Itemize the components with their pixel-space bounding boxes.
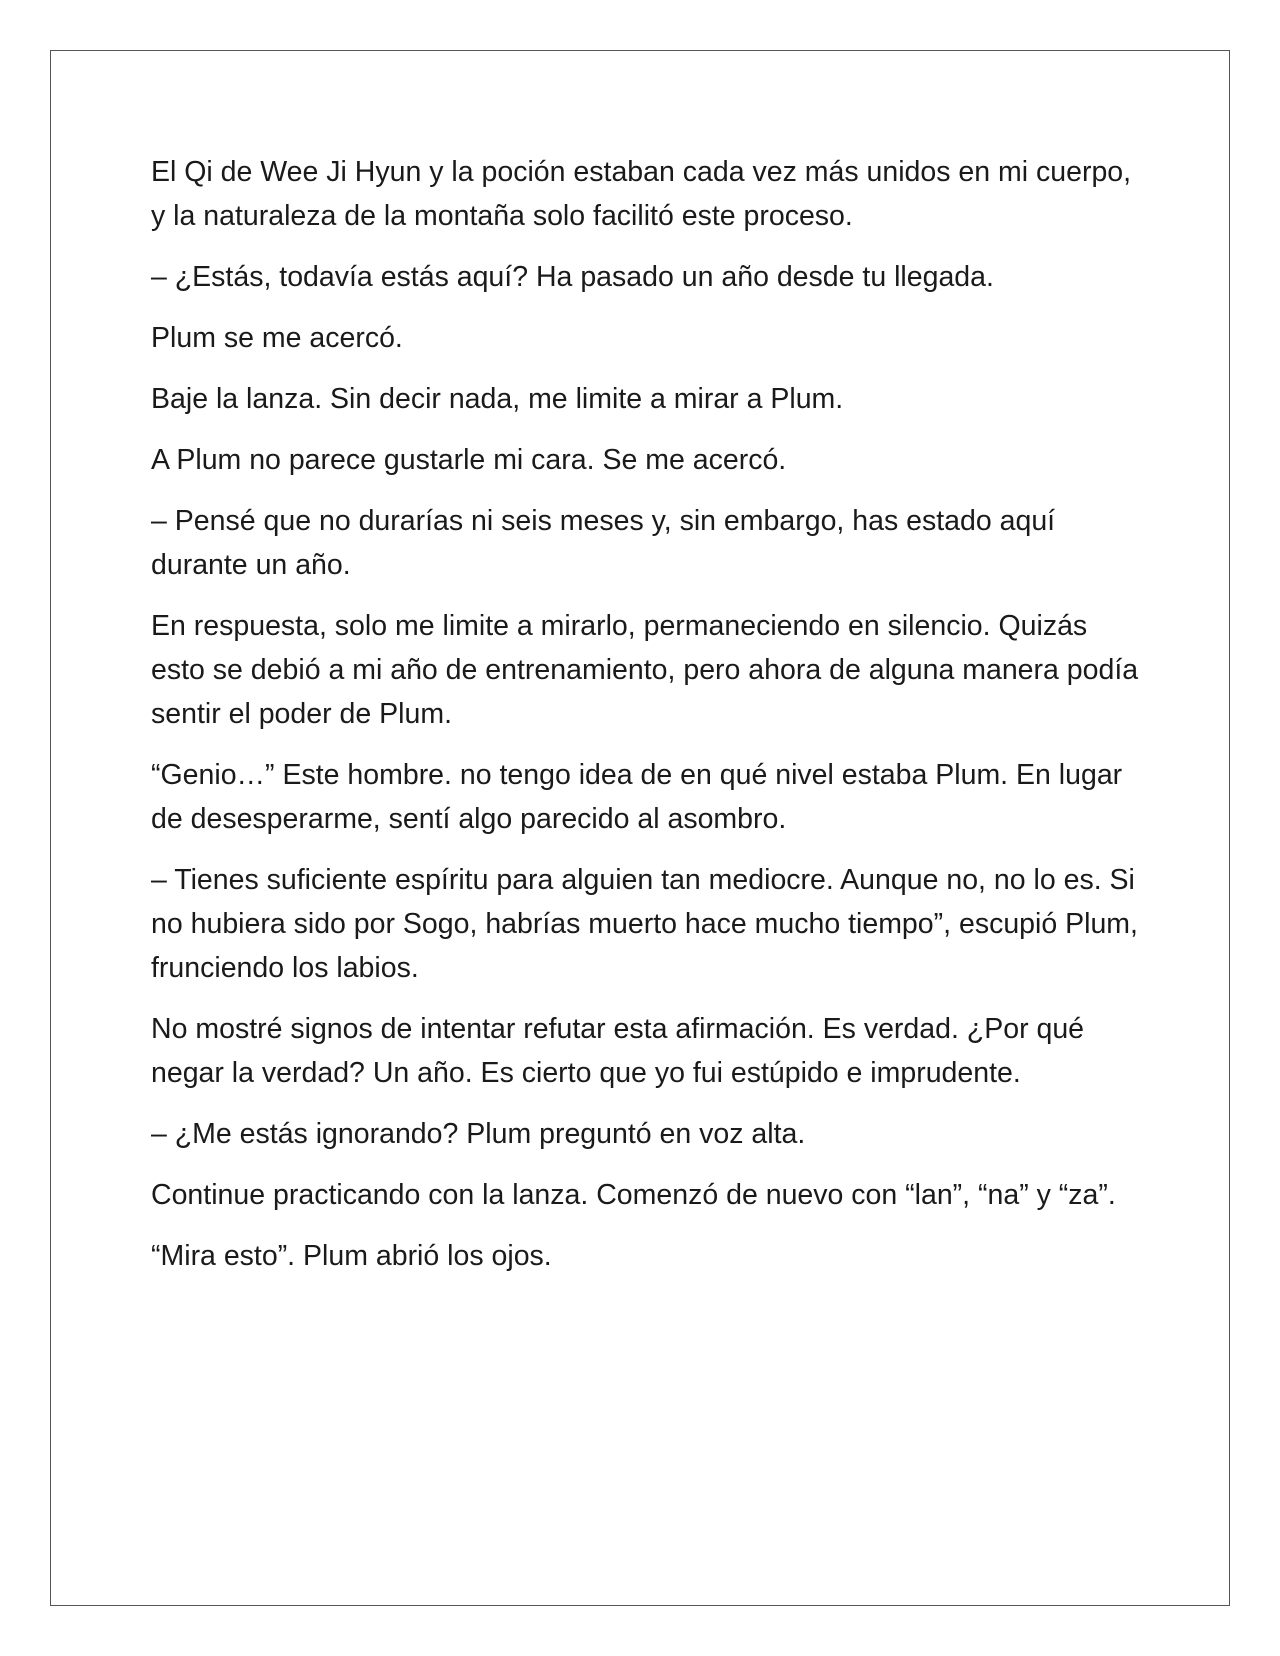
paragraph-13: “Mira esto”. Plum abrió los ojos. (151, 1240, 552, 1272)
paragraph-9: – Tienes suficiente espíritu para alguien tan mediocre. Aunque no, no lo es. Si no hubiera sido por Sogo, habrías muerto hace mucho tiempo”, escupió Plum, frunciendo los labios. (151, 864, 1138, 984)
paragraph-5: A Plum no parece gustarle mi cara. Se me acercó. (151, 444, 787, 476)
paragraph-2: – ¿Estás, todavía estás aquí? Ha pasado un año desde tu llegada. (151, 261, 994, 293)
paragraph-4: Baje la lanza. Sin decir nada, me limite a mirar a Plum. (151, 383, 844, 415)
paragraph-11: – ¿Me estás ignorando? Plum preguntó en voz alta. (151, 1118, 806, 1150)
paragraph-12: Continue practicando con la lanza. Comenzó de nuevo con “lan”, “na” y “za”. (151, 1179, 1116, 1211)
paragraph-7: En respuesta, solo me limite a mirarlo, permaneciendo en silencio. Quizás esto se debió a mi año de entrenamiento, pero ahora de alguna manera podía sentir el poder de Plum. (151, 610, 1139, 730)
page-body (151, 150, 1141, 1295)
paragraph-8: “Genio…” Este hombre. no tengo idea de en qué nivel estaba Plum. En lugar de desesperarme, sentí algo parecido al asombro. (151, 759, 1123, 835)
paragraph-10: No mostré signos de intentar refutar esta afirmación. Es verdad. ¿Por qué negar la verdad? Un año. Es cierto que yo fui estúpido e imprudente. (151, 1013, 1085, 1089)
paragraph-3: Plum se me acercó. (151, 322, 403, 354)
paragraph-6: – Pensé que no durarías ni seis meses y, sin embargo, has estado aquí durante un año. (151, 505, 1056, 581)
paragraph-1: El Qi de Wee Ji Hyun y la poción estaban cada vez más unidos en mi cuerpo, y la naturaleza de la montaña solo facilitó este proceso. (151, 156, 1132, 232)
